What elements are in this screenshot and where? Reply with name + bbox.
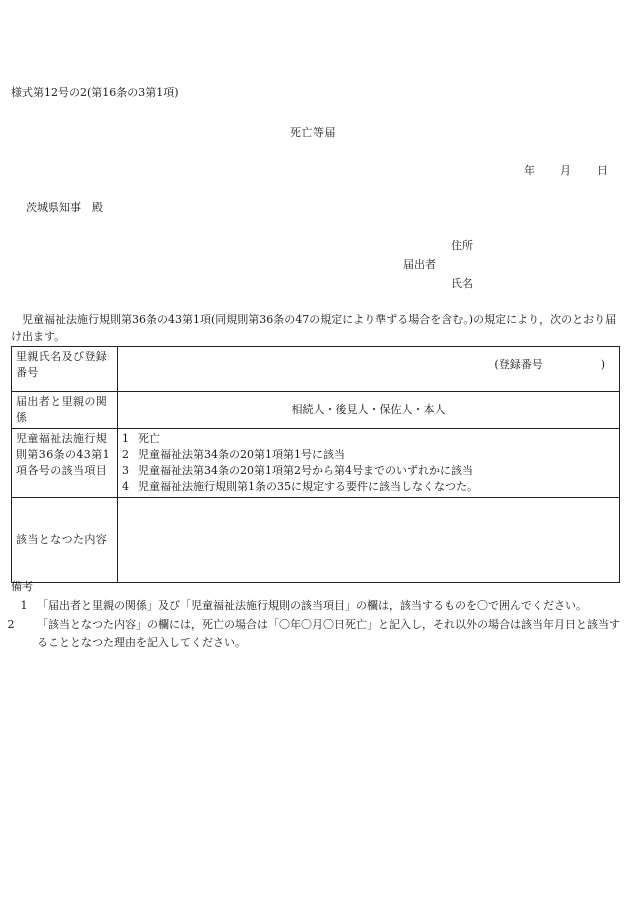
item-number: 3	[122, 464, 129, 477]
registration-number-open: (登録番号	[494, 358, 543, 371]
list-item[interactable]	[122, 463, 615, 479]
table-row	[12, 429, 620, 498]
addressee: 茨城県知事 殿	[26, 201, 103, 214]
foster-parent-name-field[interactable]	[118, 347, 620, 392]
list-item[interactable]	[122, 447, 615, 463]
note-text: 「該当となつた内容」の欄には，死亡の場合は「〇年〇月〇日死亡」と記入し，それ以外の場合は該当年月日と該当することとなつた理由を記入してください。	[37, 618, 620, 649]
note-item	[7, 616, 620, 652]
applicable-item-list	[122, 431, 615, 495]
item-number: 4	[122, 480, 129, 493]
note-text: 「届出者と里親の関係」及び「児童福祉法施行規則の該当項目」の欄は，該当するものを〇で囲んでください。	[37, 599, 587, 612]
filer-address-label: 住所	[451, 239, 473, 252]
table-row	[12, 347, 620, 392]
applicable-item-options[interactable]	[118, 429, 620, 498]
applicable-item-label: 児童福祉法施行規則第36条の43第1項各号の該当項目	[12, 429, 118, 498]
notification-form-table	[11, 346, 620, 583]
registration-number-close: )	[600, 358, 605, 371]
statement-text: 児童福祉法施行規則第36条の43第1項(同規則第36条の47の規定により準ずる場合を含む。)の規定により，次のとおり届け出ます。	[11, 313, 617, 343]
date-day-label: 日	[597, 164, 608, 177]
item-text: 児童福祉法第34条の20第1項第2号から第4号までのいずれかに該当	[138, 464, 473, 477]
filer-name-label: 氏名	[451, 277, 473, 290]
item-text: 児童福祉法第34条の20第1項第1号に該当	[138, 448, 345, 461]
relationship-options[interactable]: 相続人・後見人・保佐人・本人	[118, 392, 620, 429]
note-item	[11, 597, 620, 615]
form-number: 様式第12号の2(第16条の3第1項)	[11, 86, 179, 99]
list-item[interactable]	[122, 479, 615, 495]
filer-label: 届出者	[403, 258, 436, 271]
note-number: 2	[7, 618, 15, 631]
date-year-label: 年	[524, 164, 535, 177]
date-month-label: 月	[560, 164, 571, 177]
relationship-label: 届出者と里親の関係	[12, 392, 118, 429]
applicable-content-label: 該当となつた内容	[12, 498, 118, 583]
item-number: 1	[122, 432, 129, 445]
item-number: 2	[122, 448, 129, 461]
document-title: 死亡等届	[290, 126, 336, 139]
list-item[interactable]	[122, 431, 615, 447]
table-row	[12, 498, 620, 583]
item-text: 死亡	[138, 432, 160, 445]
foster-parent-name-label: 里親氏名及び登録番号	[12, 347, 118, 392]
notes-heading: 備考	[11, 580, 33, 593]
note-number: 1	[20, 599, 28, 612]
item-text: 児童福祉法施行規則第1条の35に規定する要件に該当しなくなつた。	[138, 480, 478, 493]
table-row	[12, 392, 620, 429]
applicable-content-field[interactable]	[118, 498, 620, 583]
